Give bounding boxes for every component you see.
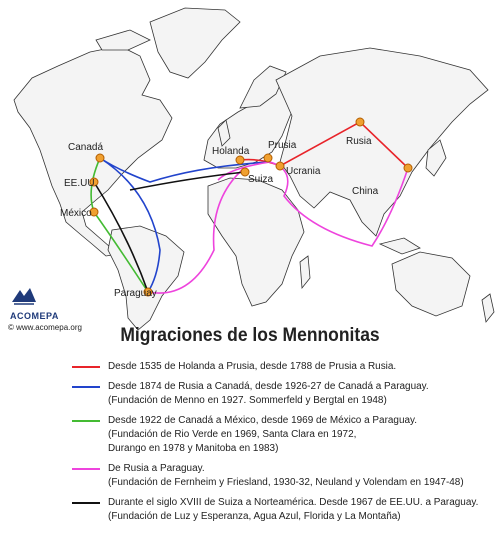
label-suiza: Suiza bbox=[248, 174, 274, 185]
label-eeuu: EE.UU. bbox=[64, 178, 98, 189]
legend-text: Desde 1535 de Holanda a Prusia, desde 1788 de Prusia a Rusia. bbox=[108, 361, 397, 372]
legend-swatch bbox=[72, 386, 100, 388]
legend-swatch bbox=[72, 366, 100, 368]
label-holanda: Holanda bbox=[212, 146, 250, 157]
label-rusia: Rusia bbox=[346, 136, 372, 147]
legend-text: De Rusia a Paraguay. bbox=[108, 463, 205, 474]
legend-swatch bbox=[72, 468, 100, 470]
legend-text: Durango en 1978 y Manitoba en 1983) bbox=[108, 443, 279, 454]
legend-text: (Fundación de Rio Verde en 1969, Santa Clara en 1972, bbox=[108, 429, 357, 440]
marker-prusia bbox=[264, 154, 272, 162]
madagascar-shape bbox=[300, 256, 310, 288]
map-title: Migraciones de los Mennonitas bbox=[120, 325, 380, 346]
marker-siberia bbox=[404, 164, 412, 172]
legend-item bbox=[72, 414, 492, 456]
marker-holanda bbox=[236, 156, 244, 164]
legend-item bbox=[72, 380, 492, 408]
legend-text: Durante el siglo XVIII de Suiza a Norteamérica. Desde 1967 de EE.UU. a Paraguay. bbox=[108, 497, 479, 508]
logo-emblem-icon bbox=[10, 284, 38, 306]
label-canada: Canadá bbox=[68, 142, 104, 153]
continents bbox=[14, 8, 494, 330]
australia-shape bbox=[392, 252, 470, 316]
legend-text: (Fundación de Luz y Esperanza, Agua Azul, Florida y La Montaña) bbox=[108, 511, 401, 522]
legend-swatch bbox=[72, 502, 100, 504]
legend-item bbox=[72, 462, 492, 490]
logo-text: ACOMEPA bbox=[10, 311, 59, 321]
copyright-text: © www.acomepa.org bbox=[8, 323, 82, 332]
legend-item bbox=[72, 360, 492, 374]
label-paraguay: Paraguay bbox=[114, 288, 157, 299]
new-zealand-shape bbox=[482, 294, 494, 322]
marker-ucrania bbox=[276, 162, 284, 170]
arctic-islands-shape bbox=[96, 30, 150, 50]
south-america-shape bbox=[108, 226, 184, 330]
legend-text: (Fundación de Menno en 1927. Sommerfeld y Bergtal en 1948) bbox=[108, 395, 387, 406]
acomepa-logo bbox=[10, 284, 102, 321]
label-china: China bbox=[352, 186, 379, 197]
marker-rusia bbox=[356, 118, 364, 126]
legend bbox=[72, 360, 492, 530]
legend-item bbox=[72, 496, 492, 524]
legend-swatch bbox=[72, 420, 100, 422]
label-mexico: México bbox=[60, 208, 92, 219]
label-prusia: Prusia bbox=[268, 140, 297, 151]
greenland-shape bbox=[150, 8, 240, 78]
label-ucrania: Ucrania bbox=[286, 166, 321, 177]
indonesia-shape bbox=[380, 238, 420, 254]
legend-text: Desde 1874 de Rusia a Canadá, desde 1926-27 de Canadá a Paraguay. bbox=[108, 381, 429, 392]
marker-canada bbox=[96, 154, 104, 162]
legend-text: (Fundación de Fernheim y Friesland, 1930-32, Neuland y Volendam en 1947-48) bbox=[108, 477, 464, 488]
legend-text: Desde 1922 de Canadá a México, desde 1969 de México a Paraguay. bbox=[108, 415, 418, 426]
